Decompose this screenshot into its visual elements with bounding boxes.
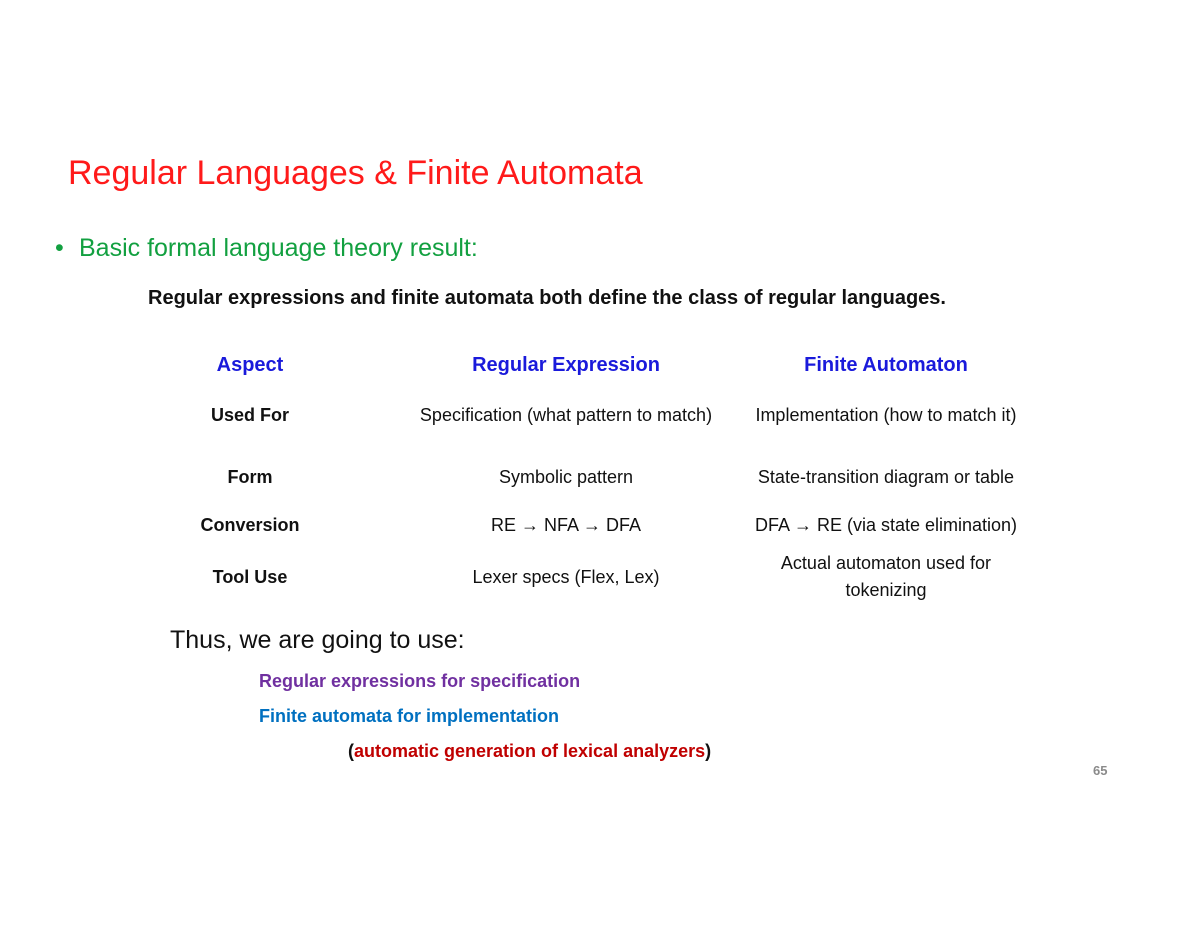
table-header-row [100,346,1040,384]
row-label: Tool Use [212,566,288,587]
table-cell: DFA → RE (via state elimination) [754,514,1018,535]
theorem-statement: Regular expressions and finite automata both define the class of regular languages. [148,287,946,309]
table-cell: Symbolic pattern [498,466,634,487]
bullet-text: Basic formal language theory result: [79,234,478,262]
paren-close: ) [705,741,712,761]
table-row [100,384,1040,446]
use-specification: Regular expressions for specification [259,671,581,691]
conclusion-heading: Thus, we are going to use: [170,626,465,654]
row-label: Used For [210,404,289,425]
header-aspect: Aspect [216,353,284,376]
table-cell: Lexer specs (Flex, Lex) [472,566,660,587]
header-finite-automaton: Finite Automaton [804,353,968,376]
comparison-table [100,346,1040,612]
bullet-icon: • [55,234,64,262]
table-cell: Implementation (how to match it) [755,404,1017,425]
note-text: automatic generation of lexical analyzers [354,741,706,761]
table-row [100,542,1040,612]
table-row [100,446,1040,508]
row-label: Form [227,466,273,487]
bullet-point [55,234,478,263]
row-label: Conversion [200,514,300,535]
use-implementation: Finite automata for implementation [259,706,560,726]
use-note [348,741,711,762]
table-cell: Specification (what pattern to match) [419,404,713,425]
page-number: 65 [1093,763,1108,778]
table-cell: Actual automaton used for tokenizing [780,553,992,600]
slide-title: Regular Languages & Finite Automata [68,154,643,192]
paren-open: ( [348,741,354,761]
table-cell: State-transition diagram or table [757,466,1015,487]
table-cell: RE → NFA → DFA [490,514,642,535]
table-row [100,508,1040,542]
header-regular-expression: Regular Expression [472,353,660,376]
